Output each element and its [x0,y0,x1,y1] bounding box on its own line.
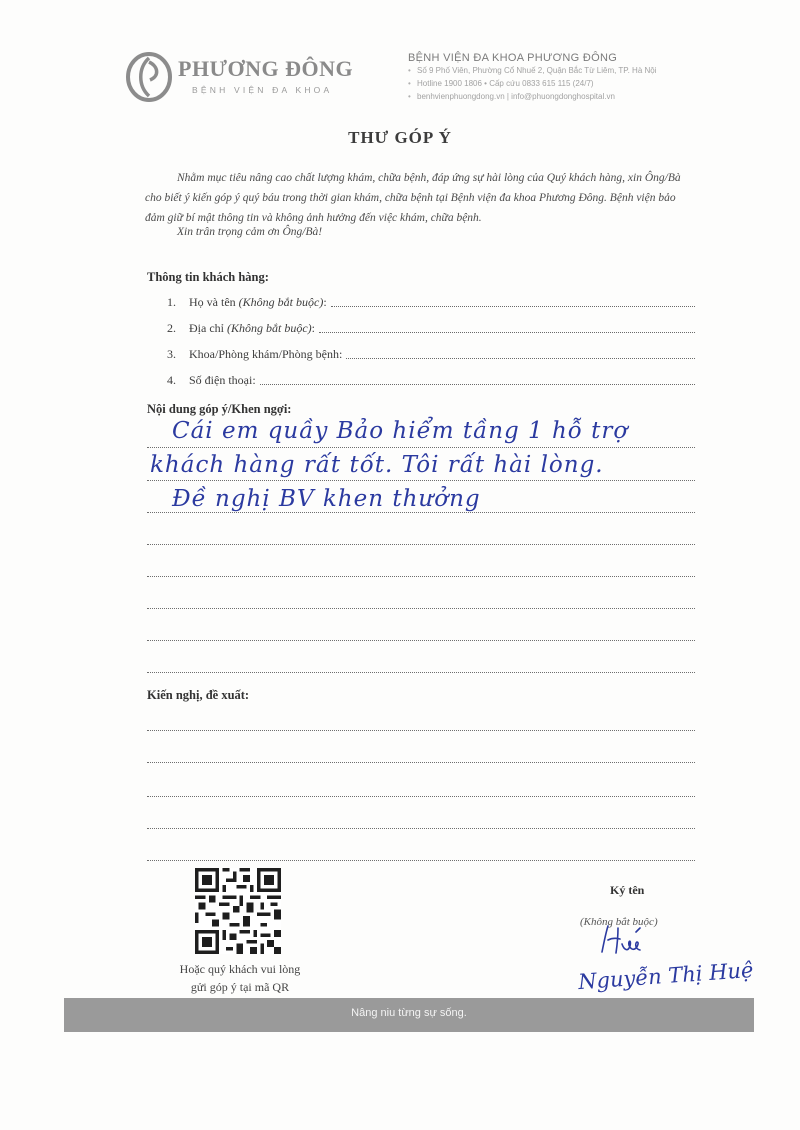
feedback-dotline [147,447,695,448]
feedback-heading: Nội dung góp ý/Khen ngợi: [147,402,292,416]
suggestion-dotline[interactable] [147,762,695,763]
web-text: benhvienphuongdong.vn | info@phuongdonghospital.vn [417,92,615,101]
phone-text: Hotline 1900 1806 • Cấp cứu 0833 615 115 (24/7) [417,79,594,88]
form-title: THƯ GÓP Ý [348,128,452,147]
feedback-dotline [147,480,695,481]
signature-note: (Không bắt buộc) [580,916,658,928]
suggestion-heading: Kiến nghị, đề xuất: [147,688,250,702]
field-label: Địa chỉ (Không bắt buộc): [189,321,315,335]
field-dotline [319,331,695,333]
phone-line [408,78,708,90]
hospital-logo [124,50,364,102]
qr-caption-line-2: gửi góp ý tại mã QR [190,980,290,994]
logo-subtitle: BỆNH VIỆN ĐA KHOA [192,85,333,95]
address-line [408,65,708,77]
thanks-line: Xin trân trọng cảm ơn Ông/Bà! [177,226,323,238]
address-field[interactable] [167,318,695,336]
logo-name: PHƯƠNG ĐÔNG [178,56,354,81]
intro-paragraph: Nhằm mục tiêu nâng cao chất lượng khám, chữa bệnh, đáp ứng sự hài lòng của Quý khách hàng, xin Ông/Bà cho biết ý kiến góp ý quý báu trong thời gian khám, chữa bệnh tại Bệnh viện đa khoa Phương Đông. Bệnh viện bảo đảm giữ bí mật thông tin và không ảnh hưởng đến việc khám, chữa bệnh. [145,172,681,224]
field-label: Khoa/Phòng khám/Phòng bệnh: [189,347,343,361]
field-number: 2. [167,321,176,335]
department-field[interactable] [167,344,695,362]
footer-bar [64,998,754,1032]
hospital-contact-block [408,52,708,103]
field-label: Họ và tên (Không bắt buộc): [189,295,327,309]
field-number: 3. [167,347,176,361]
handwritten-signature [596,922,646,958]
feedback-dotline [147,512,695,513]
feedback-dotline [147,608,695,609]
name-field[interactable] [167,292,695,310]
suggestion-dotline[interactable] [147,828,695,829]
customer-info-heading: Thông tin khách hàng: [147,270,269,284]
qr-caption-line-1: Hoặc quý khách vui lòng [179,962,301,976]
feedback-handwriting-line-3[interactable]: Đề nghị BV khen thưởng [172,486,481,512]
feedback-dotline [147,672,695,673]
signature-heading: Ký tên [610,883,645,897]
logo-mark-icon [124,52,174,102]
suggestion-dotline[interactable] [147,796,695,797]
field-number: 1. [167,295,176,309]
web-line [408,91,708,103]
address-text: Số 9 Phố Viên, Phường Cổ Nhuế 2, Quận Bắc Từ Liêm, TP. Hà Nội [417,66,657,75]
feedback-dotline [147,640,695,641]
location-pin-icon: • [408,66,411,75]
phone-field[interactable] [167,370,695,388]
suggestion-dotline[interactable] [147,860,695,861]
field-number: 4. [167,373,176,387]
feedback-dotline [147,544,695,545]
suggestion-dotline[interactable] [147,730,695,731]
qr-caption [148,960,332,996]
hospital-name: BỆNH VIỆN ĐA KHOA PHƯƠNG ĐÔNG [408,52,618,64]
field-dotline [346,357,695,359]
footer-slogan: Nâng niu từng sự sống. [351,1007,467,1019]
field-dotline [260,383,695,385]
globe-icon: • [408,92,411,101]
feedback-handwriting-line-2[interactable]: khách hàng rất tốt. Tôi rất hài lòng. [150,452,604,478]
feedback-handwriting-line-1[interactable]: Cái em quầy Bảo hiểm tầng 1 hỗ trợ [172,418,629,444]
phone-icon: • [408,79,411,88]
field-label: Số điện thoại: [189,373,256,387]
feedback-dotline [147,576,695,577]
field-dotline [331,305,695,307]
signer-name: Nguyễn Thị Huệ [577,957,755,995]
feedback-qr-code[interactable] [195,868,281,954]
